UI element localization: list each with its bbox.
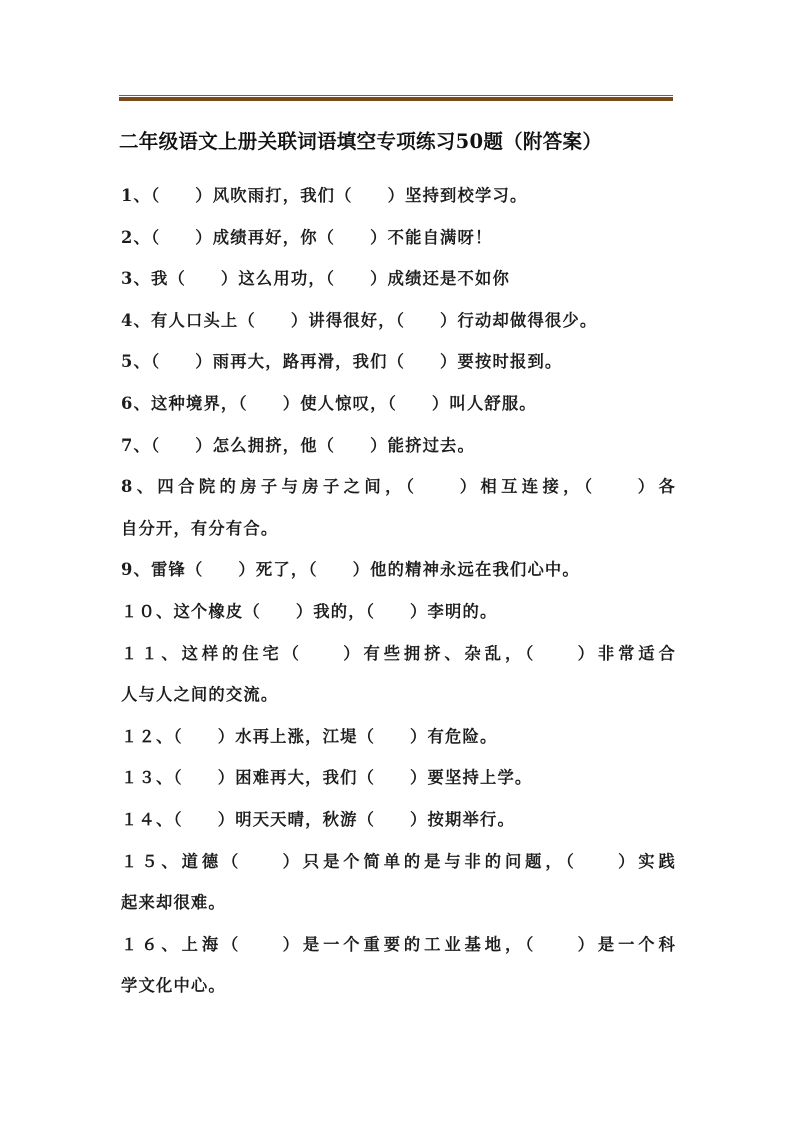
exercise-line: 8、四合院的房子与房子之间，（ ）相互连接，（ ）各 (121, 477, 676, 497)
exercise-line: １２、（ ）水再上涨，江堤（ ）有危险。 (121, 726, 498, 746)
exercise-line: １３、（ ）困难再大，我们（ ）要坚持上学。 (121, 768, 533, 788)
exercise-line: 2、（ ）成绩再好，你（ ）不能自满呀！ (121, 227, 493, 247)
exercise-line: １１、这样的住宅（ ）有些拥挤、杂乱，（ ）非常适合 (121, 643, 676, 663)
exercise-line-continuation: 人与人之间的交流。 (121, 685, 279, 705)
header-rule (119, 95, 673, 101)
exercise-line: １６、上海（ ）是一个重要的工业基地，（ ）是一个科 (121, 934, 676, 954)
exercise-line: １５、道德（ ）只是个简单的是与非的问题，（ ）实践 (121, 851, 676, 871)
exercise-line: 9、雷锋（ ）死了，（ ）他的精神永远在我们心中。 (121, 560, 580, 580)
exercise-line: １４、（ ）明天天晴，秋游（ ）按期举行。 (121, 809, 515, 829)
exercise-line: 3、我（ ）这么用功，（ ）成绩还是不如你 (121, 269, 510, 289)
exercise-line: 1、（ ）风吹雨打，我们（ ）坚持到校学习。 (121, 186, 528, 205)
exercise-line: 6、这种境界，（ ）使人惊叹，（ ）叫人舒服。 (121, 393, 537, 413)
exercise-line: 5、（ ）雨再大，路再滑，我们（ ）要按时报到。 (121, 352, 563, 372)
header-rule-thick-line (119, 97, 673, 101)
exercise-line-continuation: 学文化中心。 (121, 976, 226, 996)
document-title: 二年级语文上册关联词语填空专项练习50题（附答案） (119, 130, 603, 153)
exercise-list (121, 180, 676, 1012)
exercise-line-continuation: 起来却很难。 (121, 893, 226, 913)
exercise-line: 4、有人口头上（ ）讲得很好，（ ）行动却做得很少。 (121, 310, 598, 330)
exercise-line-continuation: 自分开，有分有合。 (121, 518, 279, 538)
exercise-line: 7、（ ）怎么拥挤，他（ ）能挤过去。 (121, 435, 476, 455)
exercise-line: １０、这个橡皮（ ）我的，（ ）李明的。 (121, 601, 498, 621)
